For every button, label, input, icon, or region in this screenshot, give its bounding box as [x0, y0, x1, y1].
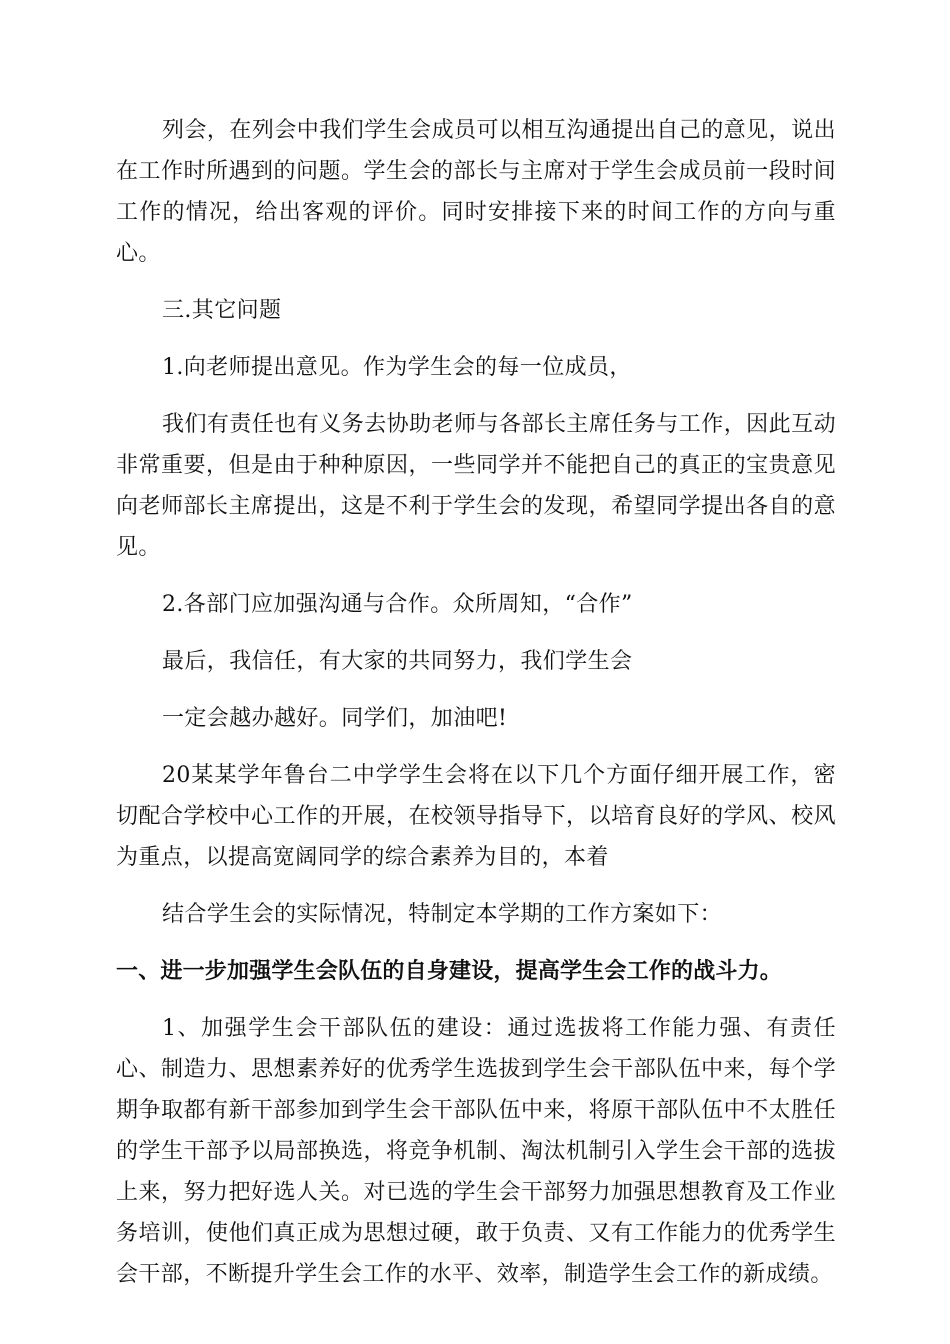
section-heading-team-building: 一、进一步加强学生会队伍的自身建设，提高学生会工作的战斗力。 [116, 959, 783, 984]
paragraph-plan-intro: 20某某学年鲁台二中学学生会将在以下几个方面仔细开展工作，密切配合学校中心工作的开展，在校领导指导下，以培育良好的学风、校风为重点，以提高宽阔同学的综合素养为目的，本着 [116, 763, 836, 870]
paragraph-cadre-building: 1、加强学生会干部队伍的建设：通过选拔将工作能力强、有责任心、制造力、思想素养好的优秀学生选拔到学生会干部队伍中来，每个学期争取都有新干部参加到学生会干部队伍中来，将原干部队伍中不太胜任的学生干部予以局部换选，将竞争机制、淘汰机制引入学生会干部的选拔上来，努力把好选人关。对已选的学生会干部努力加强思想教育及工作业务培训，使他们真正成为思想过硬，敢于负责、又有工作能力的优秀学生会干部，不断提升学生会工作的水平、效率，制造学生会工作的新成绩。 [116, 1016, 836, 1287]
paragraph-closing-2: 一定会越办越好。同学们，加油吧! [162, 706, 508, 731]
paragraph-cooperation: 2.各部门应加强沟通与合作。众所周知，“合作” [162, 592, 633, 617]
paragraph-meeting: 列会，在列会中我们学生会成员可以相互沟通提出自己的意见，说出在工作时所遇到的问题。学生会的部长与主席对于学生会成员前一段时间工作的情况，给出客观的评价。同时安排接下来的时间工作的方向与重心。 [116, 118, 836, 266]
paragraph-plan-statement: 结合学生会的实际情况，特制定本学期的工作方案如下： [162, 902, 723, 927]
paragraph-closing-1: 最后，我信任，有大家的共同努力，我们学生会 [162, 649, 633, 674]
paragraph-responsibility: 我们有责任也有义务去协助老师与各部长主席任务与工作，因此互动非常重要，但是由于种种原因，一些同学并不能把自己的真正的宝贵意见向老师部长主席提出，这是不利于学生会的发现，希望同学提出各自的意见。 [116, 412, 836, 560]
paragraph-teacher-advice: 1.向老师提出意见。作为学生会的每一位成员， [162, 355, 632, 380]
document-body [116, 110, 836, 1295]
section-heading-other-issues: 三.其它问题 [162, 298, 282, 323]
